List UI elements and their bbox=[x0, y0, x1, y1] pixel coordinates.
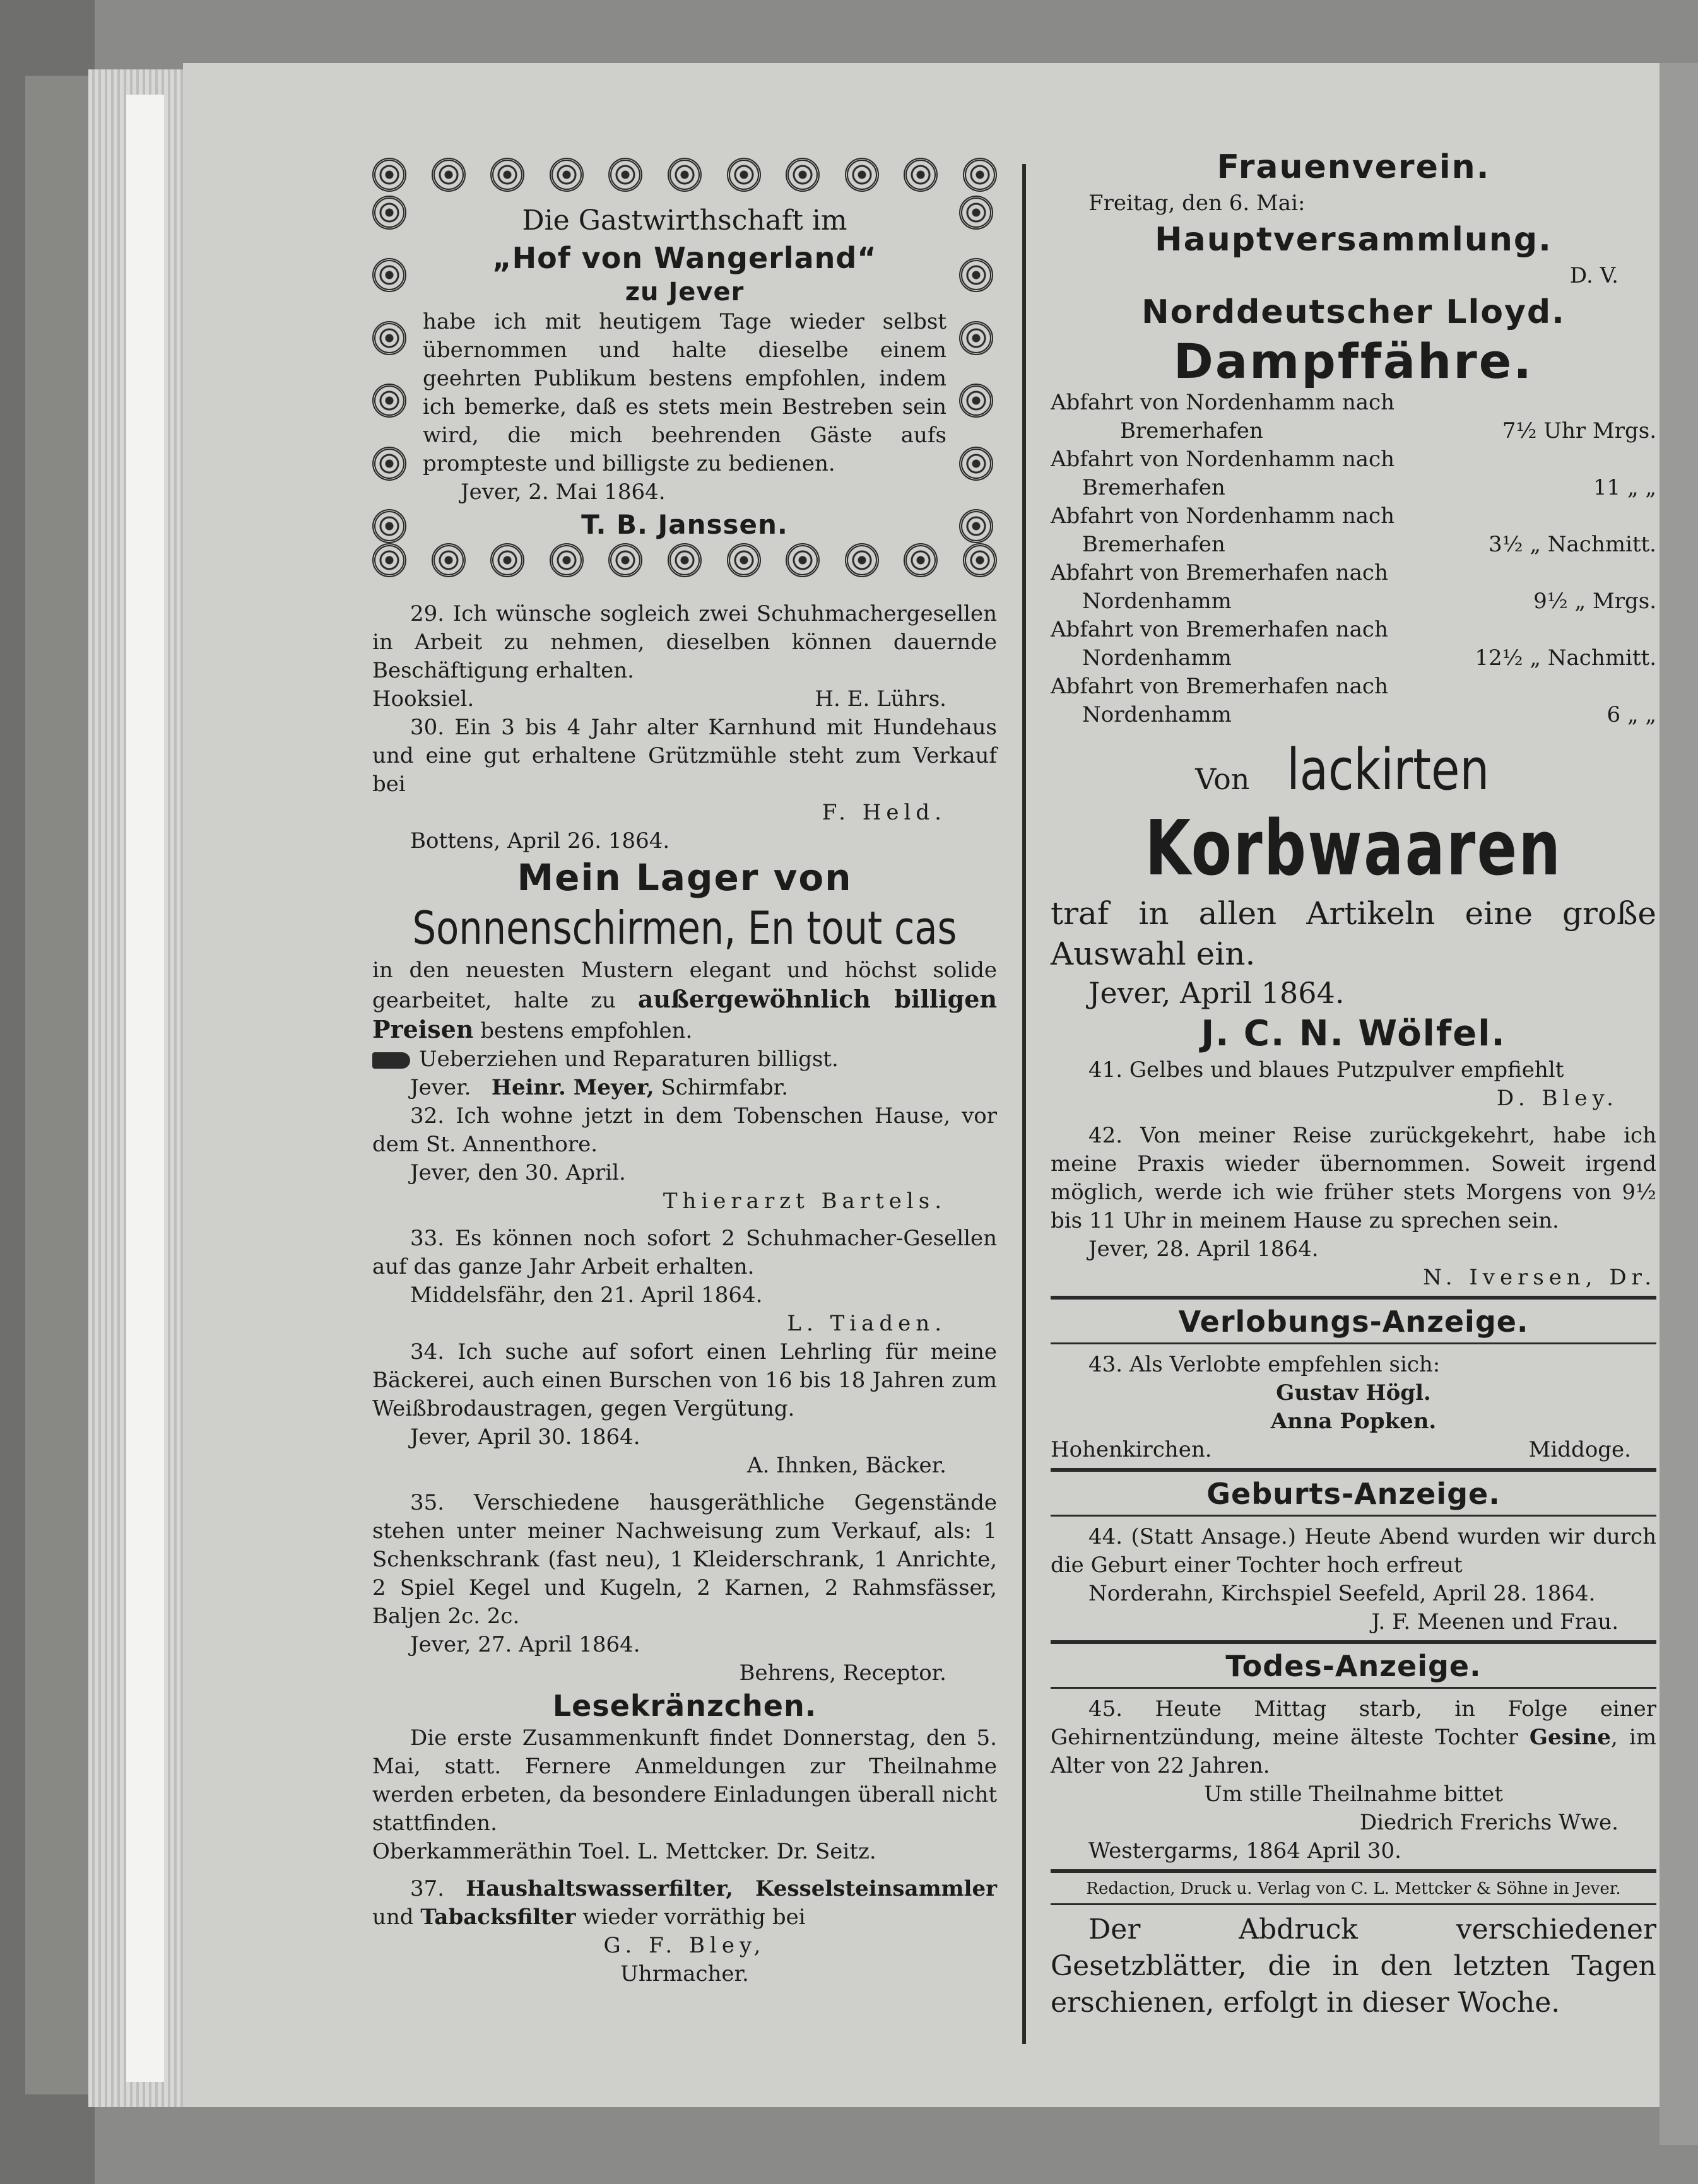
ferry-schedule bbox=[1051, 389, 1656, 729]
lloyd-head: Norddeutscher Lloyd. bbox=[1141, 293, 1565, 331]
ad-title-line2: „Hof von Wangerland“ bbox=[492, 241, 877, 275]
ad-42-text: 42. Von meiner Reise zurückgekehrt, habe ich meine Praxis wieder übernommen. Soweit irgend möglich, werde ich wie früher stets Morgens von 9½ bis 11 Uhr in meinem Hause zu sprechen sein. bbox=[1051, 1123, 1656, 1233]
todes-dateline: Westergarms, 1864 April 30. bbox=[1088, 1838, 1401, 1864]
rosette-icon bbox=[959, 196, 993, 230]
verlobung-text: 43. Als Verlobte empfehlen sich: bbox=[1088, 1352, 1441, 1377]
section-divider bbox=[1051, 1903, 1656, 1905]
book-edge-right bbox=[1660, 63, 1698, 2145]
rosette-icon bbox=[608, 543, 642, 577]
rosette-icon bbox=[845, 543, 879, 577]
ad-36-text: Die erste Zusammenkunft findet Donnerstag, den 5. Mai, statt. Fernere Anmeldungen zur Theilnahme werden erbeten, da besondere Einladungen überall nicht stattfinden. bbox=[372, 1725, 997, 1836]
ad-35-dateline: Jever, 27. April 1864. bbox=[410, 1632, 640, 1657]
schedule-dest: Bremerhafen bbox=[1120, 418, 1263, 443]
rosette-icon bbox=[432, 543, 466, 577]
ad-31-body-a: in den neuesten Mustern elegant und höchst solide gearbeitet, halte zu bbox=[372, 958, 997, 1013]
geburt-sign: J. F. Meenen und Frau. bbox=[1371, 1609, 1618, 1635]
schedule-time: 11 „ „ bbox=[1593, 475, 1656, 500]
schedule-route: Abfahrt von Nordenhamm nach bbox=[1051, 390, 1394, 415]
verlobung-place-left: Hohenkirchen. bbox=[1051, 1437, 1212, 1462]
korb-body: traf in allen Artikeln eine große Auswahl ein. bbox=[1051, 895, 1656, 972]
ad-31-body-b: bestens empfohlen. bbox=[480, 1018, 693, 1043]
rosette-icon bbox=[963, 158, 997, 192]
ad-37-rest: wieder vorräthig bei bbox=[582, 1905, 806, 1930]
page-gutter bbox=[126, 95, 164, 2082]
ad-32-text: 32. Ich wohne jetzt in dem Tobenschen Hause, vor dem St. Annenthore. bbox=[372, 1103, 997, 1157]
rosette-icon bbox=[372, 509, 406, 543]
ad-37-sign: G. F. Bley, bbox=[603, 1933, 766, 1958]
rosette-icon bbox=[845, 158, 879, 192]
ad-30-sign: F. Held. bbox=[822, 800, 946, 825]
rosette-icon bbox=[490, 543, 524, 577]
rosette-icon bbox=[727, 158, 761, 192]
ad-29-sign: H. E. Lührs. bbox=[815, 686, 946, 712]
ad-36-signers: Oberkammeräthin Toel. L. Mettcker. Dr. Seitz. bbox=[372, 1839, 876, 1864]
schedule-dest: Nordenhamm bbox=[1082, 645, 1232, 671]
ornament-border-top bbox=[372, 158, 997, 196]
section-divider bbox=[1051, 1296, 1656, 1300]
schedule-route: Abfahrt von Bremerhafen nach bbox=[1051, 674, 1388, 699]
schedule-row bbox=[1051, 531, 1656, 559]
rosette-icon bbox=[372, 158, 406, 192]
frauenverein-line: Freitag, den 6. Mai: bbox=[1088, 191, 1306, 216]
schedule-row bbox=[1051, 417, 1656, 445]
ad-33-text: 33. Es können noch sofort 2 Schuhmacher-Gesellen auf das ganze Jahr Arbeit erhalten. bbox=[372, 1226, 997, 1279]
ad-35-text: 35. Verschiedene hausgeräthliche Gegenstände stehen unter meiner Nachweisung zum Verkauf, als: 1 Schenkschrank (fast neu), 1 Kleiderschrank, 1 Anrichte, 2 Spiel Kegel und Kugeln, 2 Karnen, 2 Rahmsfässer, Baljen 2c. 2c. bbox=[372, 1490, 997, 1629]
schedule-dest: Nordenhamm bbox=[1082, 702, 1232, 727]
schedule-row bbox=[1051, 701, 1656, 729]
rosette-icon bbox=[959, 447, 993, 481]
framed-advertisement bbox=[372, 158, 997, 581]
ad-36-head: Lesekränzchen. bbox=[552, 1689, 817, 1723]
ad-29-text: 29. Ich wünsche sogleich zwei Schuhmachergesellen in Arbeit zu nehmen, dieselben können dauernde Beschäftigung erhalten. bbox=[372, 601, 997, 683]
pointing-hand-icon bbox=[372, 1052, 410, 1069]
lloyd-sub: Dampffähre. bbox=[1173, 333, 1534, 389]
rosette-icon bbox=[786, 158, 820, 192]
ad-33-dateline: Middelsfähr, den 21. April 1864. bbox=[410, 1283, 763, 1308]
rosette-icon bbox=[372, 384, 406, 418]
ad-41-text: 41. Gelbes und blaues Putzpulver empfiehlt bbox=[1088, 1057, 1564, 1083]
schedule-route: Abfahrt von Nordenhamm nach bbox=[1051, 503, 1394, 529]
ornament-border-right bbox=[959, 196, 997, 543]
schedule-route: Abfahrt von Bremerhafen nach bbox=[1051, 617, 1388, 642]
schedule-route: Abfahrt von Nordenhamm nach bbox=[1051, 447, 1394, 472]
rosette-icon bbox=[372, 258, 406, 292]
rosette-icon bbox=[372, 447, 406, 481]
ad-34-dateline: Jever, April 30. 1864. bbox=[410, 1424, 640, 1450]
ad-34-text: 34. Ich suche auf sofort einen Lehrling für meine Bäckerei, auch einen Burschen von 16 bis 18 Jahren zum Weißbrodaustragen, gegen Vergütung. bbox=[372, 1339, 997, 1421]
korb-head2: Korbwaaren bbox=[1145, 805, 1562, 893]
schedule-time: 9½ „ Mrgs. bbox=[1533, 589, 1656, 614]
ad-31-sign: Heinr. Meyer, bbox=[491, 1075, 654, 1100]
ad-dateline: Jever, 2. Mai 1864. bbox=[461, 479, 666, 505]
schedule-dest: Nordenhamm bbox=[1082, 589, 1232, 614]
ad-31-footer bbox=[372, 1074, 997, 1102]
rosette-icon bbox=[727, 543, 761, 577]
rosette-icon bbox=[372, 321, 406, 355]
rosette-icon bbox=[904, 543, 938, 577]
ad-signature: T. B. Janssen. bbox=[581, 509, 788, 540]
ad-title-line1: Die Gastwirthschaft im bbox=[522, 204, 847, 237]
rosette-icon bbox=[550, 158, 584, 192]
ad-42-sign: N. Iversen, Dr. bbox=[1423, 1265, 1656, 1290]
rosette-icon bbox=[432, 158, 466, 192]
todes-head: Todes-Anzeige. bbox=[1225, 1649, 1482, 1683]
ad-31-place: Jever. bbox=[410, 1075, 471, 1100]
frauenverein-sign: D. V. bbox=[1569, 263, 1618, 288]
ad-34-sign: A. Ihnken, Bäcker. bbox=[747, 1453, 946, 1478]
ad-31-head1: Mein Lager von bbox=[517, 856, 852, 899]
ad-29-place: Hooksiel. bbox=[372, 686, 475, 712]
rosette-icon bbox=[959, 509, 993, 543]
todes-text-b: , im Alter von 22 Jahren. bbox=[1051, 1725, 1656, 1778]
korb-dateline: Jever, April 1864. bbox=[1088, 976, 1345, 1010]
schedule-row bbox=[1051, 587, 1656, 616]
section-divider bbox=[1051, 1687, 1656, 1689]
ad-37-num: 37. bbox=[410, 1876, 445, 1901]
column-rule bbox=[1022, 164, 1026, 2044]
ad-41-sign: D. Bley. bbox=[1496, 1086, 1618, 1111]
rosette-icon bbox=[959, 258, 993, 292]
rosette-icon bbox=[608, 158, 642, 192]
ad-31-head2: Sonnenschirmen, En tout cas bbox=[412, 901, 957, 954]
korb-head1: lackirten bbox=[1287, 737, 1490, 803]
verlobung-name2: Anna Popken. bbox=[1270, 1409, 1437, 1434]
todes-text bbox=[1051, 1695, 1656, 1780]
section-divider bbox=[1051, 1640, 1656, 1644]
schedule-dest: Bremerhafen bbox=[1082, 475, 1225, 500]
left-column bbox=[372, 158, 997, 1988]
schedule-dest: Bremerhafen bbox=[1082, 532, 1225, 557]
section-divider bbox=[1051, 1342, 1656, 1344]
ad-30-text: 30. Ein 3 bis 4 Jahr alter Karnhund mit Hundehaus und eine gut erhaltene Grützmühle steht zum Verkauf bei bbox=[372, 715, 997, 797]
verlobung-name1: Gustav Högl. bbox=[1276, 1380, 1431, 1406]
ad-37-sign-title: Uhrmacher. bbox=[620, 1961, 749, 1987]
geburt-head: Geburts-Anzeige. bbox=[1206, 1477, 1500, 1511]
todes-text-a: 45. Heute Mittag starb, in Folge einer Gehirnentzündung, meine älteste Tochter bbox=[1051, 1696, 1656, 1750]
section-divider bbox=[1051, 1468, 1656, 1472]
schedule-row bbox=[1051, 474, 1656, 502]
ad-30-dateline: Bottens, April 26. 1864. bbox=[410, 828, 670, 854]
todes-sign: Diedrich Frerichs Wwe. bbox=[1359, 1810, 1618, 1835]
geburt-dateline: Norderahn, Kirchspiel Seefeld, April 28. 1864. bbox=[1088, 1581, 1596, 1606]
rosette-icon bbox=[550, 543, 584, 577]
todes-name: Gesine bbox=[1529, 1725, 1611, 1750]
rosette-icon bbox=[963, 543, 997, 577]
right-column bbox=[1051, 145, 1656, 2021]
rosette-icon bbox=[786, 543, 820, 577]
ad-title-line3: zu Jever bbox=[625, 278, 745, 307]
ad-31-body bbox=[372, 956, 997, 1045]
geburt-text: 44. (Statt Ansage.) Heute Abend wurden wir durch die Geburt einer Tochter hoch erfreut bbox=[1051, 1524, 1656, 1578]
korb-pre: Von bbox=[1195, 762, 1250, 796]
section-divider bbox=[1051, 1869, 1656, 1873]
ad-31-sign-title: Schirmfabr. bbox=[661, 1075, 788, 1100]
rosette-icon bbox=[668, 158, 702, 192]
rosette-icon bbox=[668, 543, 702, 577]
ad-37-text bbox=[372, 1875, 997, 1932]
closing-notice: Der Abdruck verschiedener Gesetzblätter, die in den letzten Tagen erschienen, erfolgt in dieser Woche. bbox=[1051, 1913, 1656, 2019]
ad-31-note: Ueberziehen und Reparaturen billigst. bbox=[419, 1047, 839, 1072]
ad-42-dateline: Jever, 28. April 1864. bbox=[1088, 1236, 1319, 1262]
verlobung-place-right: Middoge. bbox=[1528, 1437, 1631, 1462]
ad-37-bold2: Tabacksfilter bbox=[420, 1905, 576, 1930]
imprint: Redaction, Druck u. Verlag von C. L. Mettcker & Söhne in Jever. bbox=[1086, 1879, 1621, 1898]
rosette-icon bbox=[959, 384, 993, 418]
rosette-icon bbox=[372, 543, 406, 577]
frauenverein-sub: Hauptversammlung. bbox=[1155, 221, 1552, 259]
ad-31-body-bold: außergewöhnlich billigen Preisen bbox=[372, 985, 997, 1043]
ad-33-sign: L. Tiaden. bbox=[787, 1311, 946, 1336]
ad-31-note-line bbox=[372, 1045, 997, 1074]
korb-sign: J. C. N. Wölfel. bbox=[1201, 1013, 1506, 1054]
ad-37-mid: und bbox=[372, 1905, 414, 1930]
ad-37-bold1: Haushaltswasserfilter, Kesselsteinsammler bbox=[466, 1876, 997, 1901]
verlobung-head: Verlobungs-Anzeige. bbox=[1178, 1305, 1529, 1339]
schedule-route: Abfahrt von Bremerhafen nach bbox=[1051, 560, 1388, 585]
ornament-border-left bbox=[372, 196, 410, 543]
schedule-time: 12½ „ Nachmitt. bbox=[1475, 645, 1656, 671]
verlobung-places bbox=[1051, 1436, 1656, 1464]
ad-29-footer bbox=[372, 685, 997, 713]
ad-32-dateline: Jever, den 30. April. bbox=[410, 1160, 626, 1185]
rosette-icon bbox=[372, 196, 406, 230]
rosette-icon bbox=[904, 158, 938, 192]
ad-32-sign: Thierarzt Bartels. bbox=[663, 1189, 946, 1214]
book-edge-speckle bbox=[25, 76, 88, 2094]
ad-35-sign: Behrens, Receptor. bbox=[739, 1660, 946, 1686]
korb-head1-line bbox=[1051, 736, 1656, 805]
schedule-time: 7½ Uhr Mrgs. bbox=[1502, 418, 1656, 443]
section-divider bbox=[1051, 1515, 1656, 1517]
ornament-border-bottom bbox=[372, 543, 997, 581]
rosette-icon bbox=[490, 158, 524, 192]
schedule-row bbox=[1051, 644, 1656, 672]
frauenverein-head: Frauenverein. bbox=[1217, 148, 1490, 186]
todes-plea: Um stille Theilnahme bittet bbox=[1204, 1782, 1503, 1807]
rosette-icon bbox=[959, 321, 993, 355]
schedule-time: 3½ „ Nachmitt. bbox=[1488, 532, 1656, 557]
schedule-time: 6 „ „ bbox=[1607, 702, 1656, 727]
ad-body: habe ich mit heutigem Tage wieder selbst übernommen und halte dieselbe einem geehrten Publikum bestens empfohlen, indem ich bemerke, daß es stets mein Bestreben sein wird, die mich beehrenden Gäste aufs prompteste und billigste zu bedienen. bbox=[423, 309, 946, 476]
